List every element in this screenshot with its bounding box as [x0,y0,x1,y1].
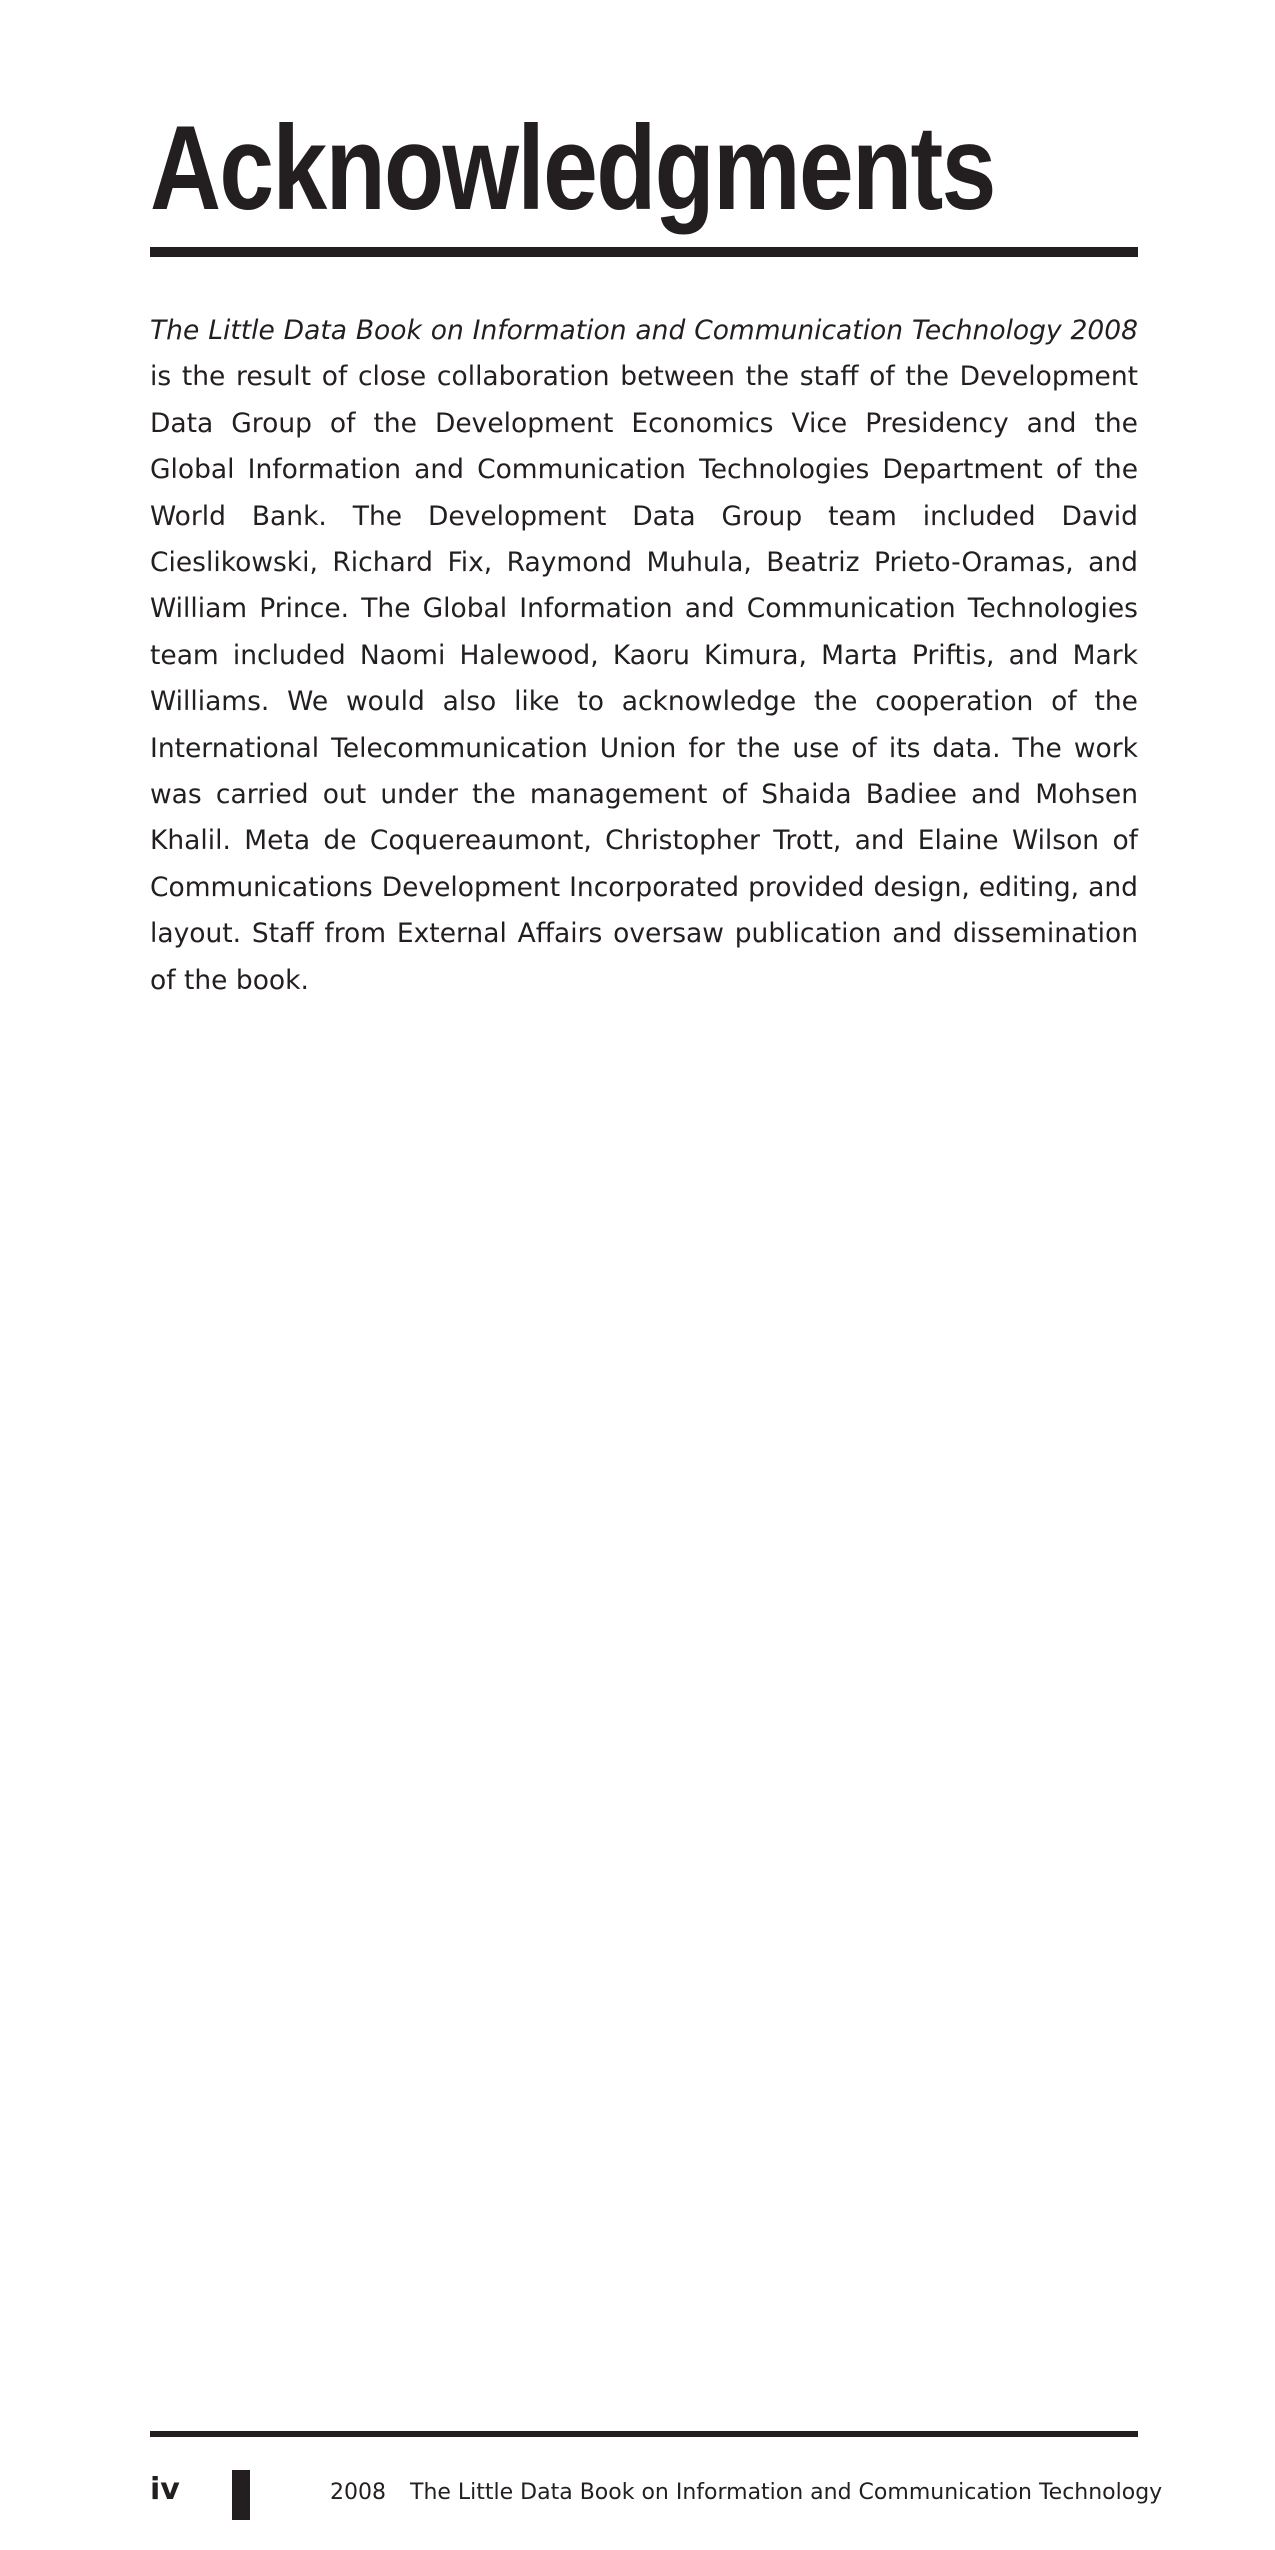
acknowledgments-paragraph [150,308,1138,1004]
footer-marker [232,2470,250,2520]
page-number: iv [150,2472,180,2507]
footer-rule [150,2431,1138,2437]
acknowledgments-text: is the result of close collaboration between the staff of the Development Data Group of the Development Economics Vice Presidency and the Global Information and Communication Technologies Department of the World Bank. The Development Data Group team included David Cieslikowski, Richard Fix, Raymond Muhula, Beatriz Prieto-Oramas, and William Prince. The Global Information and Communication Technologies team included Naomi Halewood, Kaoru Kimura, Marta Priftis, and Mark Williams. We would also like to acknowledge the cooperation of the International Telecommunication Union for the use of its data. The work was carried out under the management of Shaida Badiee and Mohsen Khalil. Meta de Coquereaumont, Christopher Trott, and Elaine Wilson of Communications Development Incorporated provided design, editing, and layout. Staff from External Affairs oversaw publication and dissemination of the book. [150,361,1138,996]
page-title: Acknowledgments [150,101,995,235]
title-rule [150,247,1138,257]
footer-year: 2008 [330,2480,386,2505]
book-title-italic: The Little Data Book on Information and Communication Technology 2008 [150,315,1138,346]
footer-book-title: The Little Data Book on Information and Communication Technology [410,2480,1163,2505]
